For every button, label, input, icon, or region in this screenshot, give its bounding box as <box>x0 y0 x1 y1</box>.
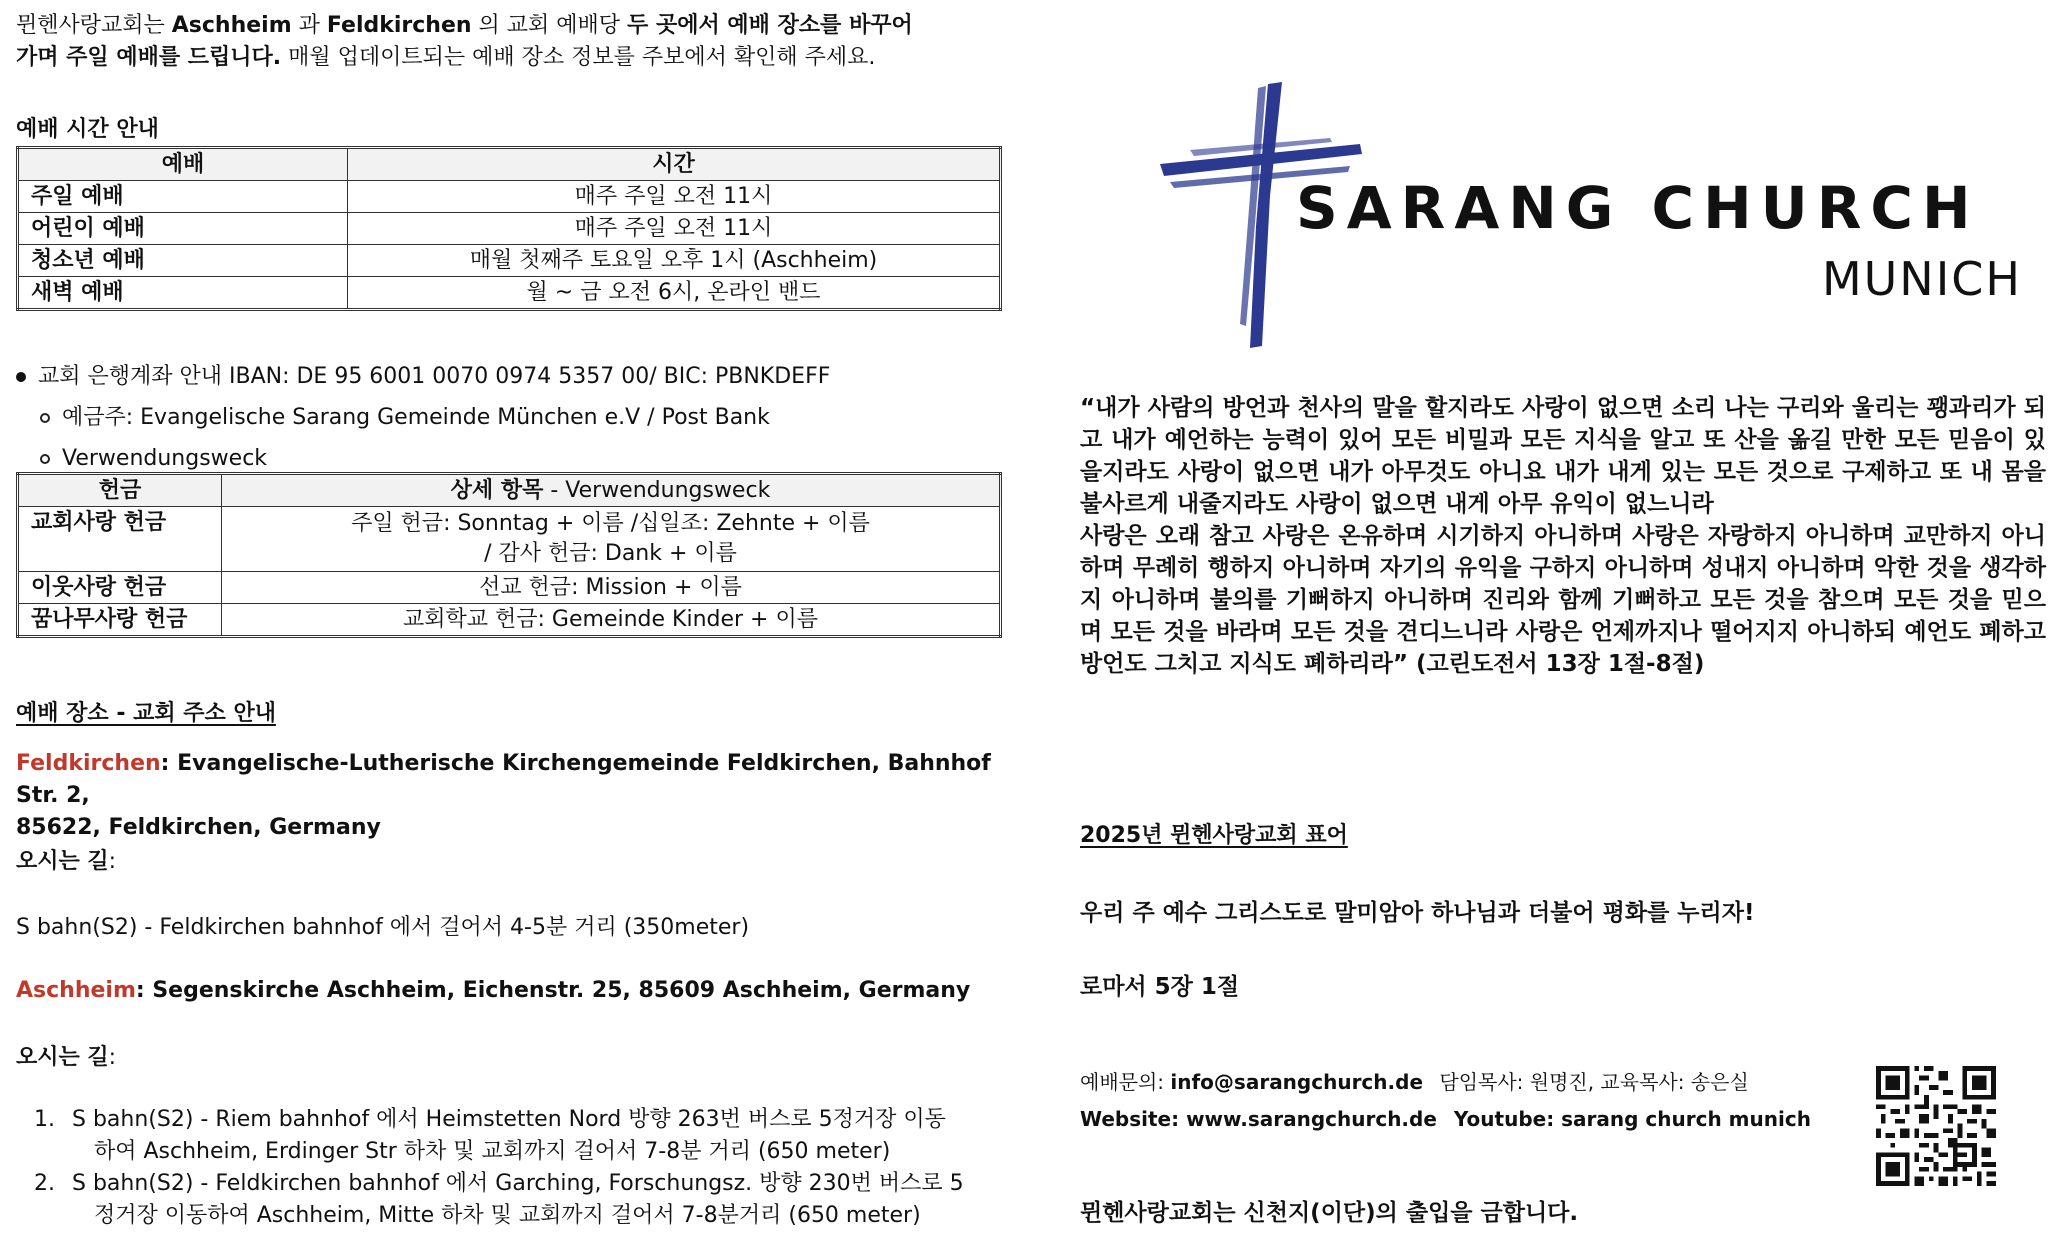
offering-table <box>16 472 1002 638</box>
bank-purpose: Verwendungsweck <box>62 446 268 471</box>
bible-verse: “내가 사람의 방언과 천사의 말을 할지라도 사랑이 없으면 소리 나는 구리와 울리는 꽹과리가 되고 내가 예언하는 능력이 있어 모든 비밀과 모든 지식을 알고 또 산을 옮길 만한 모든 믿음이 있을지라도 사랑이 없으면 내가 아무것도 아니요 내가 내게 있는 모든 것으로 구제하고 또 내 몸을 불사르게 내줄지라도 사랑이 없으면 내게 아무 유익이 없느니라 사랑은 오래 참고 사랑은 온유하며 시기하지 아니하며 사랑은 자랑하지 아니하며 교만하지 아니하며 무례히 행하지 아니하며 자기의 유익을 구하지 아니하며 성내지 아니하며 악한 것을 생각하지 아니하며 불의를 기뻐하지 아니하며 진리와 함께 기뻐하고 모든 것을 참으며 모든 것을 믿으며 모든 것을 바라며 모든 것을 견디느니라 사랑은 언제까지나 떨어지지 아니하되 예언도 폐하고 방언도 그치고 지식도 폐하리라” (고린도전서 13장 1절-8절) <box>1080 395 2046 677</box>
motto-text: 우리 주 예수 그리스도로 말미암아 하나님과 더불어 평화를 누리자! <box>1080 900 1755 926</box>
motto-reference: 로마서 5장 1절 <box>1080 974 1240 1000</box>
table-row: 청소년 예배 매월 첫째주 토요일 오후 1시 (Aschheim) <box>18 245 1001 277</box>
logo-subtitle: MUNICH <box>1821 252 2022 306</box>
list-item: 2. S bahn(S2) - Feldkirchen bahnhof 에서 Garching, Forschungsz. 방향 230번 버스로 5 정거장 이동하여 Aschheim, Mitte 하차 및 교회까지 걸어서 7-8분거리 (650 meter) <box>34 1171 964 1228</box>
circle-bullet-icon <box>40 454 50 464</box>
offering-header-name: 헌금 <box>18 474 222 507</box>
feldkirchen-directions-label: 오시는 길: <box>16 849 117 874</box>
bank-holder: 예금주: Evangelische Sarang Gemeinde München e.V / Post Bank <box>62 405 770 430</box>
table-row: 어린이 예배 매주 주일 오전 11시 <box>18 213 1001 245</box>
feldkirchen-name: Feldkirchen <box>16 751 161 776</box>
aschheim-address: Aschheim: Segenskirche Aschheim, Eichenstr. 25, 85609 Aschheim, Germany <box>16 978 971 1003</box>
schedule-header-service: 예배 <box>18 148 348 181</box>
website-link[interactable]: www.sarangchurch.de <box>1186 1107 1437 1131</box>
offering-header-detail: 상세 항목 - Verwendungsweck <box>222 474 1001 507</box>
locations-heading: 예배 장소 - 교회 주소 안내 <box>16 701 276 726</box>
motto-heading: 2025년 뮌헨사랑교회 표어 <box>1080 823 1348 848</box>
logo-title: SARANG CHURCH <box>1296 174 1980 242</box>
list-item: 1. S bahn(S2) - Riem bahnhof 에서 Heimstetten Nord 방향 263번 버스로 5정거장 이동 하여 Aschheim, Erdinger Str 하차 및 교회까지 걸어서 7-8분 거리 (650 meter) <box>34 1107 946 1164</box>
bank-account-line: 교회 은행계좌 안내 IBAN: DE 95 6001 0070 0974 5357 00/ BIC: PBNKDEFF <box>38 364 831 389</box>
feldkirchen-address: Feldkirchen: Evangelische-Lutherische Kirchengemeinde Feldkirchen, Bahnhof Str. 2, 85622, Feldkirchen, Germany <box>16 751 991 840</box>
table-row: 새벽 예배 월 ~ 금 오전 6시, 온라인 밴드 <box>18 277 1001 310</box>
intro-paragraph: 뮌헨사랑교회는 Aschheim 과 Feldkirchen 의 교회 예배당 두 곳에서 예배 장소를 바꾸어 가며 주일 예배를 드립니다. 매월 업데이트되는 예배 장소 정보를 주보에서 확인해 주세요. <box>16 13 913 70</box>
aschheim-directions-list <box>16 1104 1006 1232</box>
schedule-table <box>16 146 1002 311</box>
bullet-icon <box>16 372 26 382</box>
contact-email[interactable]: info@sarangchurch.de <box>1170 1070 1424 1094</box>
church-logo <box>1150 76 2030 356</box>
feldkirchen-directions: S bahn(S2) - Feldkirchen bahnhof 에서 걸어서 4-5분 거리 (350meter) <box>16 915 750 940</box>
table-row: 꿈나무사랑 헌금 교회학교 헌금: Gemeinde Kinder + 이름 <box>18 604 1001 637</box>
bank-info <box>16 356 830 479</box>
notice-text: 뮌헨사랑교회는 신천지(이단)의 출입을 금합니다. <box>1080 1200 1579 1226</box>
table-row: 주일 예배 매주 주일 오전 11시 <box>18 181 1001 213</box>
table-row: 교회사랑 헌금 주일 헌금: Sonntag + 이름 /십일조: Zehnte + 이름 / 감사 헌금: Dank + 이름 <box>18 507 1001 572</box>
schedule-header-time: 시간 <box>348 148 1001 181</box>
qr-code-icon <box>1876 1066 1996 1186</box>
table-row: 이웃사랑 헌금 선교 헌금: Mission + 이름 <box>18 572 1001 604</box>
youtube-link[interactable]: Youtube: sarang church munich <box>1453 1107 1811 1131</box>
intro-feldkirchen: Feldkirchen <box>326 13 472 38</box>
aschheim-directions-label: 오시는 길: <box>16 1045 117 1070</box>
aschheim-name: Aschheim <box>16 978 136 1003</box>
intro-aschheim: Aschheim <box>171 13 292 38</box>
circle-bullet-icon <box>40 413 50 423</box>
contact-info: 예배문의: info@sarangchurch.de 담임목사: 원명진, 교육목사: 송은실 Website: www.sarangchurch.de Youtube: sarang church munich <box>1080 1070 1811 1131</box>
schedule-heading: 예배 시간 안내 <box>16 117 159 142</box>
